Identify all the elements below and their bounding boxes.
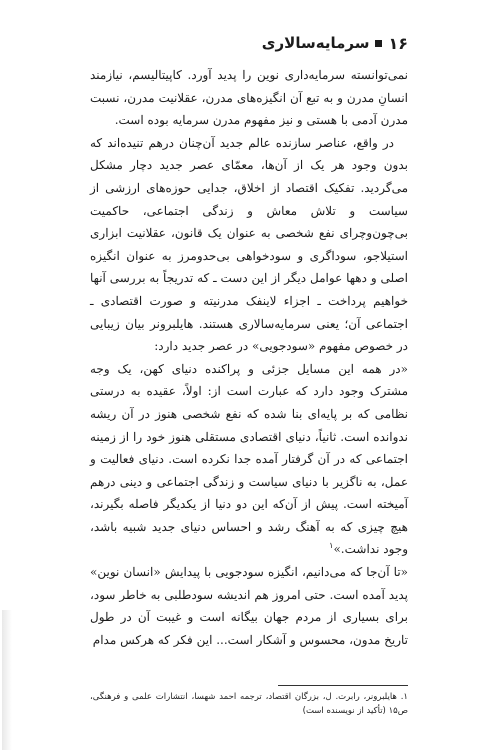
paragraph-1: نمی‌توانسته سرمایه‌داری نوین را پدید آورد. کاپیتالیسم، نیازمند انسانِ مدرن و به تبع آن انگیزه‌های مدرن، عقلانیت مدرن، نسبت مدرن آدمی با هستی و نیز مفهوم مدرن سرمایه بوده است.	[90, 68, 408, 128]
footnote-divider	[278, 685, 408, 686]
page-number: ۱۶	[388, 33, 408, 53]
main-text	[90, 64, 408, 651]
square-bullet-icon	[375, 40, 382, 47]
block-quote-2: «تا آن‌جا که می‌دانیم، انگیزه سودجویی با پیدایش «انسان نوین» پدید آمده است. حتی امروز هم اندیشه سودطلبی به خاطر سود، برای بسیاری از مردم جهان بیگانه است و غیبت آن در طول تاریخ مدون، محسوس و آشکار است... این فکر که هرکس مدام	[90, 565, 408, 647]
paragraph-2: در واقع، عناصر سازنده عالم جدید آن‌چنان درهم تنیده‌اند که بدون وجود هر یک از آن‌ها، معمّای عصر جدید دچار مشکل می‌گردید. تفکیک اقتصاد از اخلاق، جدایی حوزه‌های ارزشی از سیاست و تلاش معاش و زندگی اجتماعی، حاکمیت بی‌چون‌وچرای نفع شخصی به عنوان یک قانون، عقلانیت ابزاری استیلاجو، سوداگری و سودخواهی بی‌حدومرز به عنوان انگیزه اصلی و دهها عوامل دیگر از این دست ـ که تدریجاً به بررسی آنها خواهیم پرداخت ـ اجزاء لاینفک مدرنیته و صورت اقتصادی ـ اجتماعی آن؛ یعنی سرمایه‌سالاری هستند. هایلبرونر بیان زیبایی در خصوص مفهوم «سودجویی» در عصر جدید دارد:	[90, 135, 408, 354]
running-title: سرمایه‌سالاری	[261, 34, 370, 52]
block-quote-1-text: «در همه این مسایل جزئی و پراکنده دنیای کهن، یک وجه مشترک وجود دارد که عبارت است از: اولاً، عقیده به درستی نظامی که بر پایه‌ای بنا شده که نفع شخصی هنوز در آن ریشه ندوانده است. ثانیاً، دنیای اقتصادی مستقلی هنوز خود را از زمینه اجتماعی که در آن گرفتار آمده جدا نکرده است. دنیای فعالیت و عمل، به ناگزیر با دنیای سیاست و زندگی اجتماعی و دینی درهم آمیخته است. پیش از آن‌که این دو دنیا از یکدیگر فاصله بگیرند، هیچ چیزی که به آهنگ رشد و احساس دنیای جدید شبیه باشد، وجود نداشت.»	[90, 361, 408, 557]
footnote-reference: ۱	[329, 541, 334, 551]
page-edge-shadow	[2, 610, 12, 750]
block-quote-1	[90, 358, 408, 561]
footnote: ۱. هایلبرونر، رابرت. ل، بزرگان اقتصاد، ترجمه احمد شهسا، انتشارات علمی و فرهنگی، ص۱۵ (تأکید از نویسنده است)	[90, 692, 408, 716]
running-header	[92, 30, 408, 56]
